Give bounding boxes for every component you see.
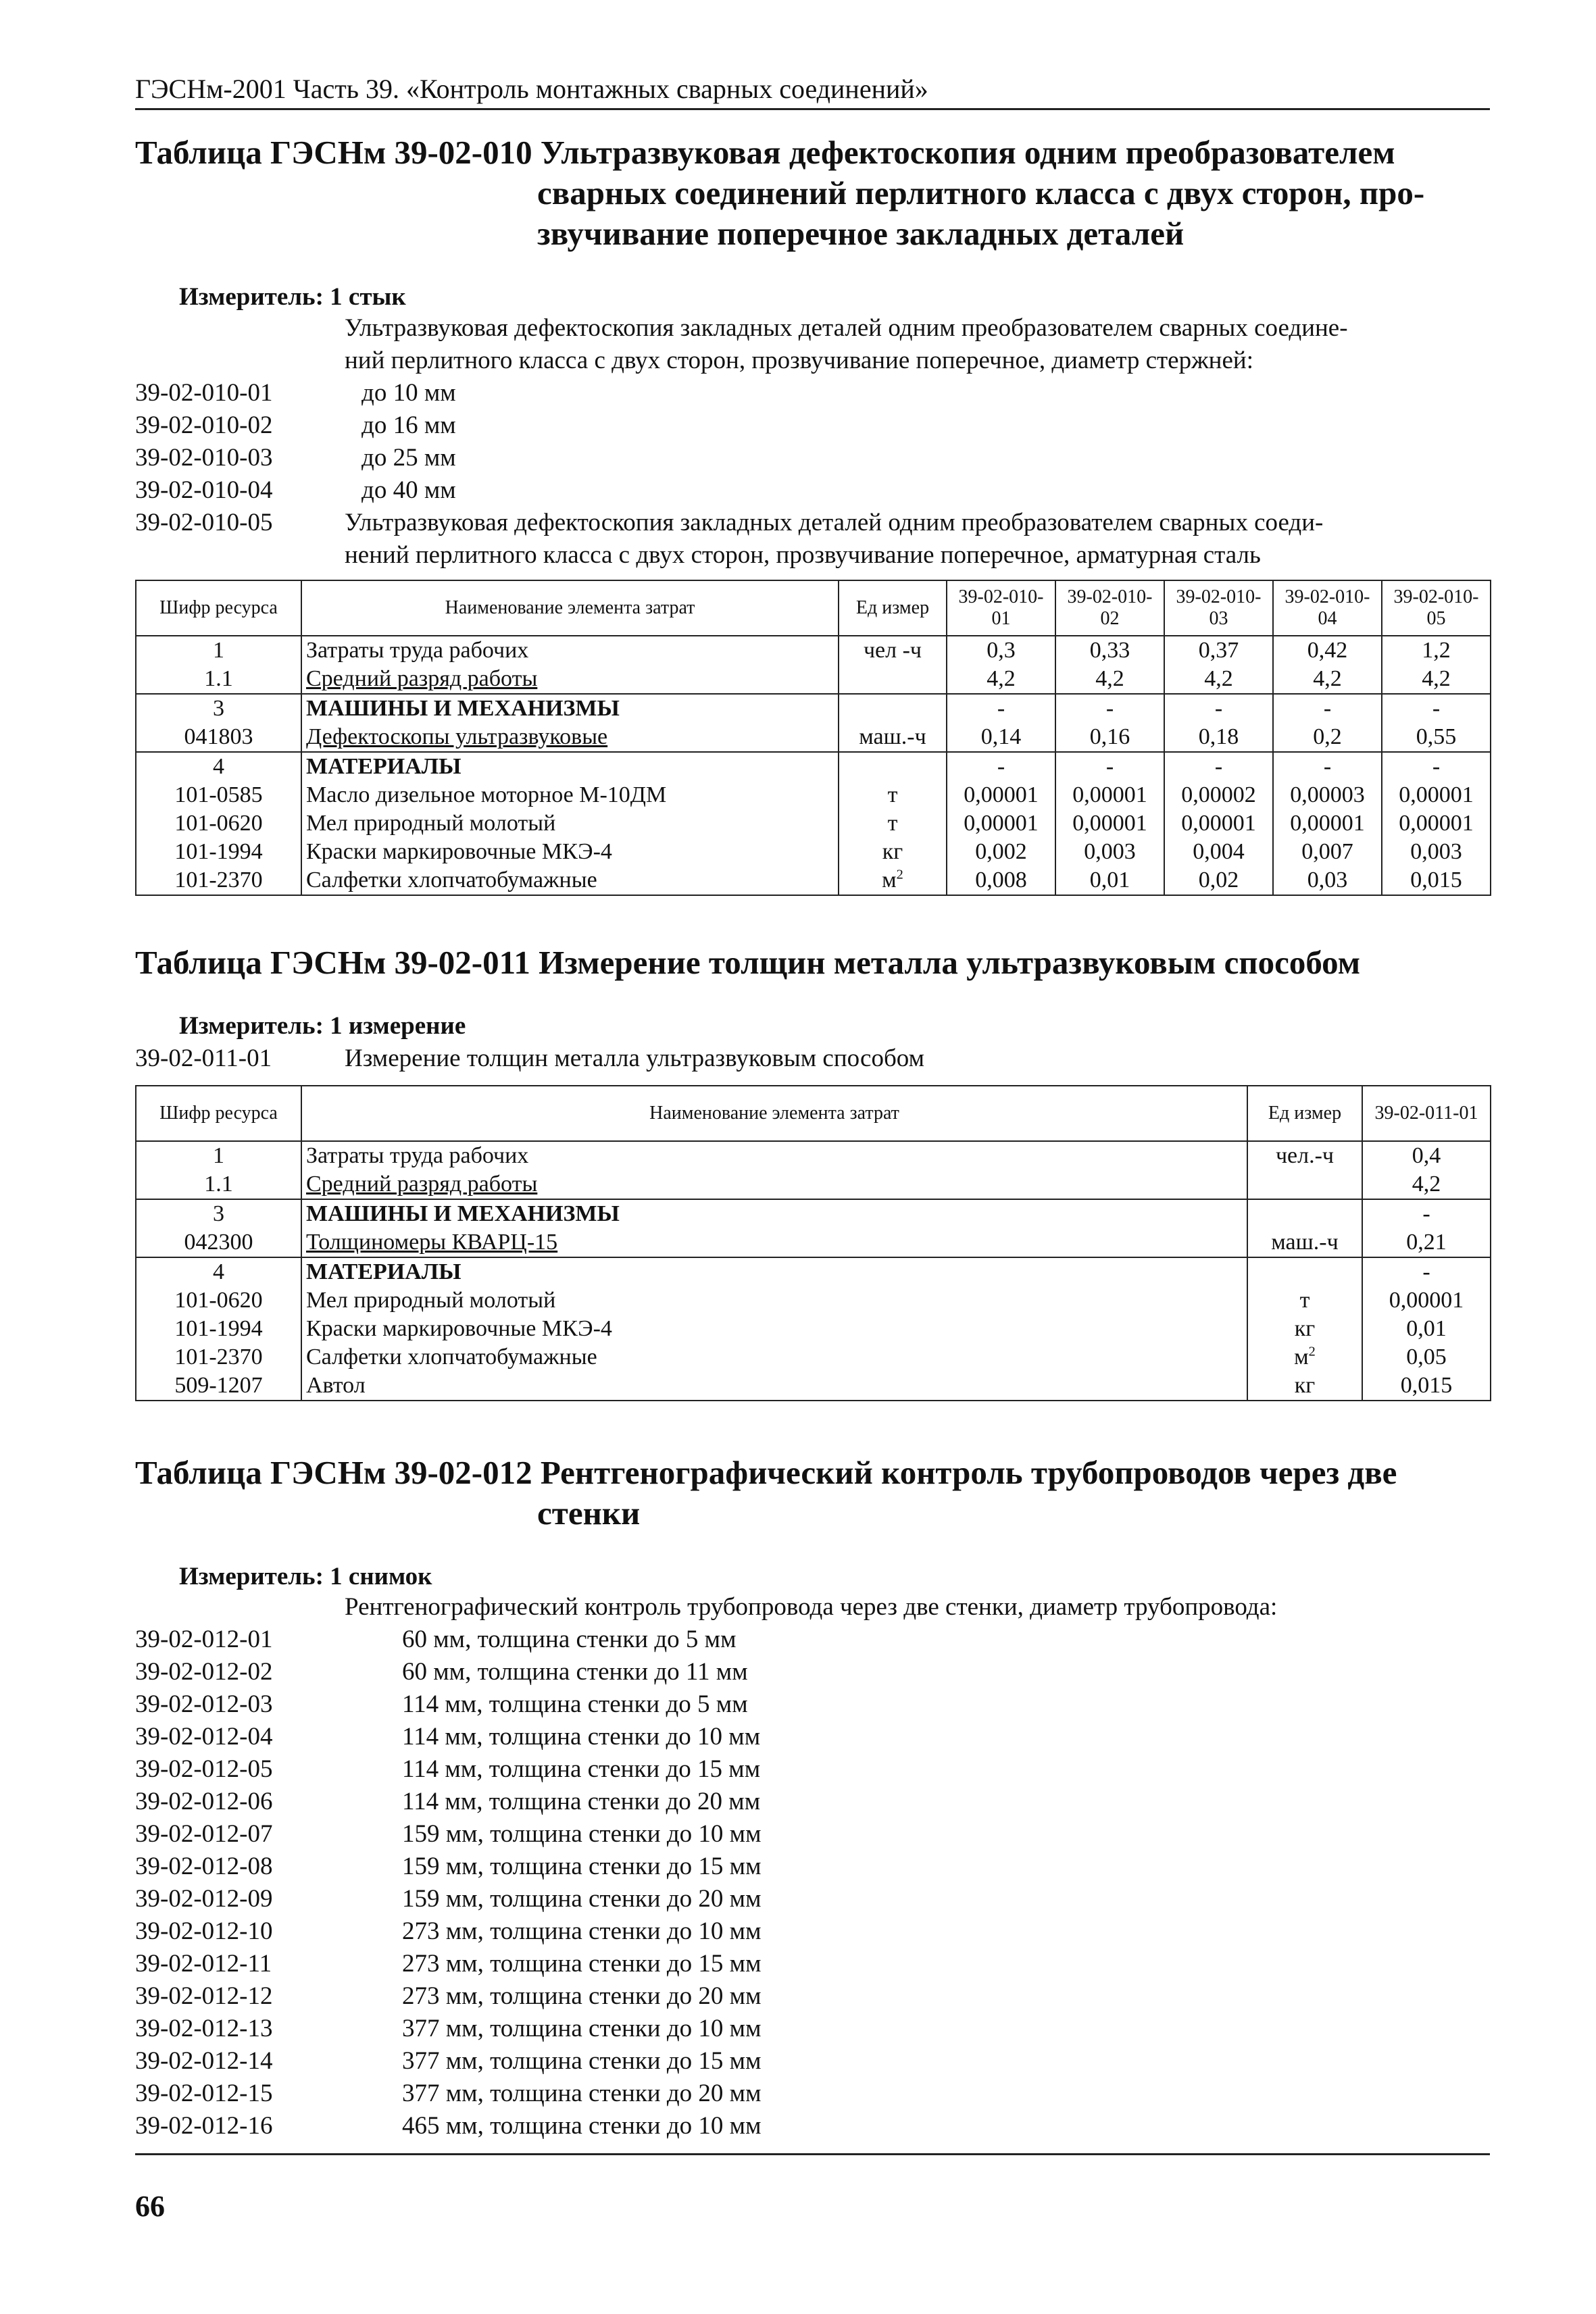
col-header-value: 39-02-010-04 bbox=[1273, 580, 1382, 636]
cell-value: - bbox=[947, 694, 1055, 723]
cell-value: 0,05 bbox=[1362, 1343, 1491, 1372]
cell-unit: чел -ч bbox=[839, 636, 947, 665]
table-row bbox=[136, 1199, 1491, 1228]
cell-code: 4 bbox=[136, 752, 301, 781]
cell-unit: маш.-ч bbox=[1247, 1228, 1362, 1257]
running-header: ГЭСНм-2001 Часть 39. «Контроль монтажных сварных соединений» bbox=[135, 74, 928, 104]
cell-value: 0,01 bbox=[1055, 866, 1164, 895]
table-012-intro: Рентгенографический контроль трубопровода через две стенки, диаметр трубопровода: bbox=[345, 1593, 1278, 1621]
cell-code: 042300 bbox=[136, 1228, 301, 1257]
table-010-title-line2: сварных соединений перлитного класса с двух сторон, про- bbox=[537, 174, 1425, 211]
cell-unit: т bbox=[839, 781, 947, 809]
item-text: нений перлитного класса с двух сторон, прозвучивание поперечное, арматурная сталь bbox=[345, 541, 1261, 569]
cell-value: 0,03 bbox=[1273, 866, 1382, 895]
cell-code: 041803 bbox=[136, 723, 301, 752]
cell-code: 101-0620 bbox=[136, 1286, 301, 1315]
cell-value: 0,00001 bbox=[947, 809, 1055, 838]
cell-value: 0,55 bbox=[1382, 723, 1491, 752]
cell-code: 3 bbox=[136, 1199, 301, 1228]
table-012-title-line2: стенки bbox=[537, 1494, 641, 1532]
col-header-code: Шифр ресурса bbox=[136, 580, 301, 636]
table-row bbox=[136, 1257, 1491, 1286]
item-text: 273 мм, толщина стенки до 10 мм bbox=[402, 1917, 762, 1945]
item-text: 60 мм, толщина стенки до 5 мм bbox=[402, 1626, 737, 1653]
cell-value: - bbox=[1273, 694, 1382, 723]
table-010-intro-line2: ний перлитного класса с двух сторон, прозвучивание поперечное, диаметр стержней: bbox=[345, 347, 1253, 374]
cell-unit bbox=[1247, 1199, 1362, 1228]
table-row bbox=[136, 1315, 1491, 1343]
col-header-code: Шифр ресурса bbox=[136, 1086, 301, 1141]
cell-value: 0,004 bbox=[1164, 838, 1273, 866]
cell-value: 0,00001 bbox=[1382, 809, 1491, 838]
item-text: 114 мм, толщина стенки до 5 мм bbox=[402, 1690, 748, 1718]
cell-unit: кг bbox=[1247, 1315, 1362, 1343]
cell-name: МАШИНЫ И МЕХАНИЗМЫ bbox=[301, 1199, 1247, 1228]
table-011-grid bbox=[135, 1085, 1491, 1401]
cell-unit bbox=[839, 866, 947, 895]
cell-value: 0,02 bbox=[1164, 866, 1273, 895]
cell-code: 101-1994 bbox=[136, 838, 301, 866]
table-010-grid bbox=[135, 580, 1491, 896]
table-row bbox=[136, 866, 1491, 895]
cell-value: - bbox=[1055, 752, 1164, 781]
cell-unit: чел.-ч bbox=[1247, 1141, 1362, 1170]
cell-value: 0,18 bbox=[1164, 723, 1273, 752]
cell-name: Салфетки хлопчатобумажные bbox=[301, 866, 839, 895]
table-row bbox=[136, 838, 1491, 866]
item-text: 159 мм, толщина стенки до 10 мм bbox=[402, 1820, 762, 1848]
cell-value: - bbox=[1055, 694, 1164, 723]
item-text: 60 мм, толщина стенки до 11 мм bbox=[402, 1658, 748, 1686]
item-text: 377 мм, толщина стенки до 15 мм bbox=[402, 2047, 762, 2075]
cell-name: Масло дизельное моторное М-10ДМ bbox=[301, 781, 839, 809]
item-text: 114 мм, толщина стенки до 20 мм bbox=[402, 1788, 761, 1815]
cell-value: - bbox=[1362, 1257, 1491, 1286]
table-010-title-line3: звучивание поперечное закладных деталей bbox=[537, 215, 1184, 252]
col-header-value: 39-02-011-01 bbox=[1362, 1086, 1491, 1141]
cell-value: - bbox=[1164, 752, 1273, 781]
cell-value: 0,33 bbox=[1055, 636, 1164, 665]
item-text: до 16 мм bbox=[361, 411, 456, 439]
col-header-value: 39-02-010-05 bbox=[1382, 580, 1491, 636]
cell-code: 4 bbox=[136, 1257, 301, 1286]
cell-name: Дефектоскопы ультразвуковые bbox=[301, 723, 839, 752]
cell-name: Средний разряд работы bbox=[301, 1170, 1247, 1199]
cell-value: - bbox=[1164, 694, 1273, 723]
unit-superscript: 2 bbox=[1308, 1344, 1316, 1359]
cell-value: 0,4 bbox=[1362, 1141, 1491, 1170]
cell-value: 0,37 bbox=[1164, 636, 1273, 665]
cell-unit: кг bbox=[1247, 1372, 1362, 1401]
cell-value: 4,2 bbox=[1055, 665, 1164, 694]
cell-code: 101-2370 bbox=[136, 1343, 301, 1372]
cell-unit: т bbox=[839, 809, 947, 838]
cell-value: 4,2 bbox=[1164, 665, 1273, 694]
cell-value: 0,16 bbox=[1055, 723, 1164, 752]
measure-label: Измеритель: bbox=[179, 1012, 324, 1040]
item-code: 39-02-012-04 bbox=[135, 1723, 273, 1751]
item-text: 377 мм, толщина стенки до 20 мм bbox=[402, 2080, 762, 2107]
cell-code: 1.1 bbox=[136, 1170, 301, 1199]
item-code: 39-02-010-03 bbox=[135, 444, 273, 472]
item-code: 39-02-012-03 bbox=[135, 1690, 273, 1718]
cell-value: 0,00001 bbox=[1055, 781, 1164, 809]
item-text: Ультразвуковая дефектоскопия закладных деталей одним преобразователем сварных соеди- bbox=[345, 509, 1324, 536]
item-code: 39-02-012-09 bbox=[135, 1885, 273, 1913]
item-code: 39-02-010-04 bbox=[135, 476, 273, 504]
cell-name: Затраты труда рабочих bbox=[301, 1141, 1247, 1170]
cell-value: 0,00001 bbox=[1164, 809, 1273, 838]
item-code: 39-02-012-08 bbox=[135, 1853, 273, 1880]
cell-value: - bbox=[1362, 1199, 1491, 1228]
cell-value: 0,2 bbox=[1273, 723, 1382, 752]
table-row bbox=[136, 1372, 1491, 1401]
col-header-unit: Ед измер bbox=[1247, 1086, 1362, 1141]
cell-code: 1.1 bbox=[136, 665, 301, 694]
item-code: 39-02-012-16 bbox=[135, 2112, 273, 2140]
col-header-name: Наименование элемента затрат bbox=[301, 1086, 1247, 1141]
cell-code: 509-1207 bbox=[136, 1372, 301, 1401]
cell-value: 0,007 bbox=[1273, 838, 1382, 866]
cell-code: 1 bbox=[136, 1141, 301, 1170]
cell-code: 101-0585 bbox=[136, 781, 301, 809]
cell-unit bbox=[1247, 1257, 1362, 1286]
cell-value: 4,2 bbox=[1273, 665, 1382, 694]
cell-value: - bbox=[947, 752, 1055, 781]
col-header-value: 39-02-010-03 bbox=[1164, 580, 1273, 636]
cell-code: 101-1994 bbox=[136, 1315, 301, 1343]
table-row bbox=[136, 1343, 1491, 1372]
cell-value: 0,00001 bbox=[1382, 781, 1491, 809]
cell-code: 3 bbox=[136, 694, 301, 723]
cell-unit: кг bbox=[839, 838, 947, 866]
header-rule bbox=[135, 108, 1490, 110]
cell-value: 4,2 bbox=[1382, 665, 1491, 694]
cell-unit: т bbox=[1247, 1286, 1362, 1315]
col-header-name: Наименование элемента затрат bbox=[301, 580, 839, 636]
table-row bbox=[136, 1228, 1491, 1257]
cell-name: Мел природный молотый bbox=[301, 1286, 1247, 1315]
cell-unit bbox=[1247, 1343, 1362, 1372]
cell-name: Толщиномеры КВАРЦ-15 bbox=[301, 1228, 1247, 1257]
table-012-title-line1: Таблица ГЭСНм 39-02-012 Рентгенографический контроль трубопроводов через две bbox=[135, 1454, 1397, 1491]
footer-rule bbox=[135, 2153, 1490, 2155]
cell-value: 0,00002 bbox=[1164, 781, 1273, 809]
unit-text: м bbox=[1294, 1344, 1309, 1369]
table-010-intro-line1: Ультразвуковая дефектоскопия закладных деталей одним преобразователем сварных соедине- bbox=[345, 314, 1348, 342]
item-text: до 10 мм bbox=[361, 379, 456, 407]
measure-label: Измеритель: bbox=[179, 1563, 324, 1590]
cell-value: - bbox=[1382, 752, 1491, 781]
item-code: 39-02-012-05 bbox=[135, 1755, 273, 1783]
measure-value: 1 снимок bbox=[330, 1563, 432, 1590]
cell-name: МАШИНЫ И МЕХАНИЗМЫ bbox=[301, 694, 839, 723]
item-code: 39-02-012-02 bbox=[135, 1658, 273, 1686]
cell-unit bbox=[839, 752, 947, 781]
cell-value: 0,00001 bbox=[947, 781, 1055, 809]
item-code: 39-02-012-13 bbox=[135, 2015, 273, 2042]
table-row bbox=[136, 636, 1491, 665]
item-code: 39-02-010-01 bbox=[135, 379, 273, 407]
cell-value: - bbox=[1382, 694, 1491, 723]
cell-name: Краски маркировочные МКЭ-4 bbox=[301, 838, 839, 866]
table-011-title: Таблица ГЭСНм 39-02-011 Измерение толщин металла ультразвуковым способом bbox=[135, 944, 1361, 981]
table-row bbox=[136, 752, 1491, 781]
cell-name: Автол bbox=[301, 1372, 1247, 1401]
cell-value: 0,3 bbox=[947, 636, 1055, 665]
table-010-title-line1: Таблица ГЭСНм 39-02-010 Ультразвуковая дефектоскопия одним преобразователем bbox=[135, 134, 1395, 171]
cell-name: Мел природный молотый bbox=[301, 809, 839, 838]
cell-value: - bbox=[1273, 752, 1382, 781]
item-code: 39-02-012-11 bbox=[135, 1950, 272, 1978]
item-text: 377 мм, толщина стенки до 10 мм bbox=[402, 2015, 762, 2042]
cell-value: 0,00001 bbox=[1273, 809, 1382, 838]
cell-value: 0,21 bbox=[1362, 1228, 1491, 1257]
cell-unit bbox=[839, 665, 947, 694]
item-text: 273 мм, толщина стенки до 20 мм bbox=[402, 1982, 762, 2010]
cell-name: Краски маркировочные МКЭ-4 bbox=[301, 1315, 1247, 1343]
cell-unit bbox=[1247, 1170, 1362, 1199]
item-text: до 25 мм bbox=[361, 444, 456, 472]
item-code: 39-02-012-12 bbox=[135, 1982, 273, 2010]
cell-value: 0,00001 bbox=[1055, 809, 1164, 838]
item-text: 114 мм, толщина стенки до 10 мм bbox=[402, 1723, 761, 1751]
table-011-measure bbox=[179, 1011, 466, 1040]
col-header-value: 39-02-010-01 bbox=[947, 580, 1055, 636]
unit-text: м bbox=[882, 867, 897, 892]
cell-code: 1 bbox=[136, 636, 301, 665]
table-row bbox=[136, 723, 1491, 752]
item-text: 159 мм, толщина стенки до 15 мм bbox=[402, 1853, 762, 1880]
item-text: 159 мм, толщина стенки до 20 мм bbox=[402, 1885, 762, 1913]
item-code: 39-02-012-14 bbox=[135, 2047, 273, 2075]
cell-unit: маш.-ч bbox=[839, 723, 947, 752]
table-row bbox=[136, 781, 1491, 809]
cell-value: 0,003 bbox=[1382, 838, 1491, 866]
cell-value: 0,015 bbox=[1382, 866, 1491, 895]
cell-value: 0,01 bbox=[1362, 1315, 1491, 1343]
table-row bbox=[136, 1286, 1491, 1315]
cell-value: 0,003 bbox=[1055, 838, 1164, 866]
measure-value: 1 измерение bbox=[330, 1012, 466, 1040]
page-number: 66 bbox=[135, 2190, 165, 2223]
table-012-measure bbox=[179, 1562, 432, 1591]
measure-value: 1 стык bbox=[330, 283, 406, 311]
table-row bbox=[136, 694, 1491, 723]
cell-value: 0,015 bbox=[1362, 1372, 1491, 1401]
cell-value: 0,42 bbox=[1273, 636, 1382, 665]
item-code: 39-02-012-06 bbox=[135, 1788, 273, 1815]
item-code: 39-02-012-01 bbox=[135, 1626, 273, 1653]
table-011-item-text: Измерение толщин металла ультразвуковым способом bbox=[345, 1045, 925, 1072]
item-text: 465 мм, толщина стенки до 10 мм bbox=[402, 2112, 762, 2140]
cell-value: 1,2 bbox=[1382, 636, 1491, 665]
table-row bbox=[136, 665, 1491, 694]
table-row bbox=[136, 809, 1491, 838]
table-010-measure bbox=[179, 282, 406, 311]
item-code: 39-02-012-07 bbox=[135, 1820, 273, 1848]
cell-name: Салфетки хлопчатобумажные bbox=[301, 1343, 1247, 1372]
item-code: 39-02-010-02 bbox=[135, 411, 273, 439]
item-code: 39-02-012-10 bbox=[135, 1917, 273, 1945]
cell-name: Затраты труда рабочих bbox=[301, 636, 839, 665]
col-header-value: 39-02-010-02 bbox=[1055, 580, 1164, 636]
table-row bbox=[136, 1170, 1491, 1199]
cell-value: 0,008 bbox=[947, 866, 1055, 895]
unit-superscript: 2 bbox=[896, 867, 903, 882]
cell-code: 101-2370 bbox=[136, 866, 301, 895]
item-text: 273 мм, толщина стенки до 15 мм bbox=[402, 1950, 762, 1978]
cell-value: 0,002 bbox=[947, 838, 1055, 866]
cell-value: 4,2 bbox=[947, 665, 1055, 694]
measure-label: Измеритель: bbox=[179, 283, 324, 311]
table-row bbox=[136, 1141, 1491, 1170]
cell-value: 0,00001 bbox=[1362, 1286, 1491, 1315]
cell-value: 0,00003 bbox=[1273, 781, 1382, 809]
col-header-unit: Ед измер bbox=[839, 580, 947, 636]
item-code: 39-02-012-15 bbox=[135, 2080, 273, 2107]
cell-value: 0,14 bbox=[947, 723, 1055, 752]
item-code: 39-02-010-05 bbox=[135, 509, 273, 536]
cell-name: МАТЕРИАЛЫ bbox=[301, 752, 839, 781]
item-text: 114 мм, толщина стенки до 15 мм bbox=[402, 1755, 761, 1783]
item-text: до 40 мм bbox=[361, 476, 456, 504]
table-011-item-code: 39-02-011-01 bbox=[135, 1045, 272, 1072]
cell-unit bbox=[839, 694, 947, 723]
cell-name: Средний разряд работы bbox=[301, 665, 839, 694]
cell-name: МАТЕРИАЛЫ bbox=[301, 1257, 1247, 1286]
cell-code: 101-0620 bbox=[136, 809, 301, 838]
cell-value: 4,2 bbox=[1362, 1170, 1491, 1199]
